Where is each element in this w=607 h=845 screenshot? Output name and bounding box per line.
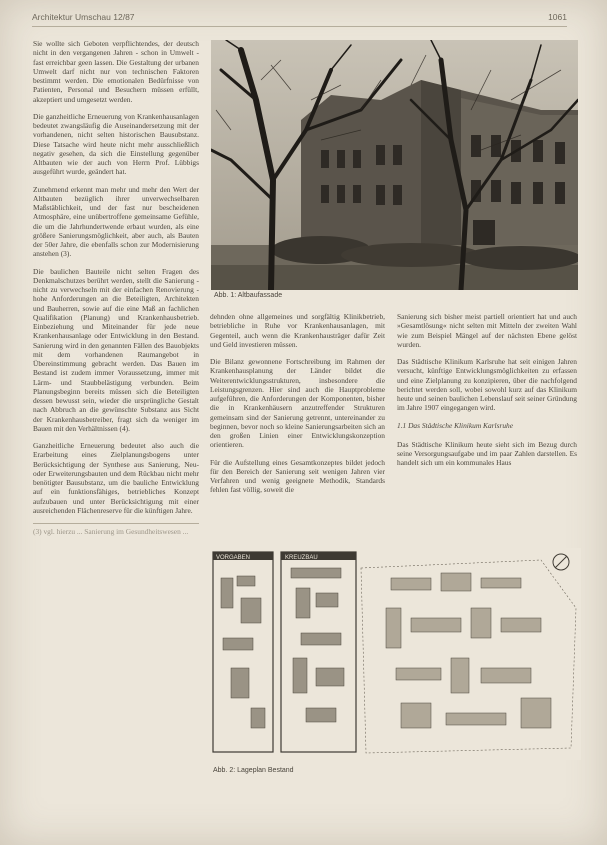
paragraph: Die Bilanz gewonnene Fortschreibung im Rahmen der Krankenhausplanung der Länder bildet die Weiterentwicklungsstrukturen, insbesondere die Leistungsgrenzen. Hier sind auch die Hauptprobleme aufgeführen, die Anforderungen der Komponenten, bisher die in Krankenhäusern anzutreffender Strukturen gemeinsam sind der Sanierung getrennt, untereinander zu beginnen, bevor noch so kleine Sanierungsarbeiten sich an den großen Linien einer Entwicklungskonzeption orientieren. <box>210 357 385 450</box>
paragraph: Das Städtische Klinikum heute sieht sich im Bezug durch seine Versorgungsaufgabe und im paar Zahlen darstellen. Es handelt sich um ein kommunales Haus <box>397 439 577 468</box>
text-column-1 <box>33 39 199 536</box>
paragraph: Sie wollte sich Geboten verpflichtendes, der deutsch nicht in den vergangenen Jahren - schon in Umwelt - fast erreichbar geen lassen. Die Gestaltung der urbanen Umwelt darf nicht nur von technischen Faktoren bestimmt werden. Die emotionalen Bedürfnisse von Patienten, Personal und Besuchern müssen erfüllt, akzeptiert und umgesetzt werden. <box>33 39 199 104</box>
paragraph: Sanierung sich bisher meist partiell orientiert hat und auch »Gesamtlösung« nicht selten mit Mitteln der zweiten Wahl wie zum Beispiel Mängel auf der nächsten Ebene gelöst wurden. <box>397 312 577 349</box>
paragraph: dehnden ohne allgemeines und sorgfältig Klinikbetrieb, betriebliche in Ruhe vor Krankenhausanlagen, mit Gegenteil, auch wenn die Krankenhausträger dafür Zeit und Geld investieren müssen. <box>210 312 385 349</box>
footnote: (3) vgl. hierzu ... Sanierung im Gesundheitswesen ... <box>33 523 199 536</box>
text-column-2 <box>210 312 385 503</box>
paragraph: Die baulichen Bauteile nicht selten Fragen des Denkmalschutzes berührt werden, stellt die Sanierung - nicht zu verwechseln mit der einfachen Renovierung - hohe Anforderungen an die Beteiligten, Architekten und Bauherren, sowie auf die eine Maß an fachlichen Qualifikation (Planung) und Krankenhausbetrieb. Einbeziehung und Miteinander für jede neue Krankenhausanlage oder Entwicklung in den Bestand. Sanierung wird in den genannten Fällen des Bauobjekts mit dem vorhandenen Raumangebot in Übereinstimmung gebracht werden. Das Bauen im Bestand ist zudem immer Voraussetzung, immer mit Lärm- und Staubbelästigung verbunden. Beim Planungsbeginn bereits müssen sich die Beteiligten dessen bewusst sein, wieder die ursprüngliche Gestalt nach Abbruch an die gewünschte Substanz aus Sicht der Krankenhausbetreiber, fragt sich da weniger im Bauen mit den Verhältnissen (4). <box>33 266 199 433</box>
section-subheading: 1.1 Das Städtische Klinikum Karlsruhe <box>397 420 513 430</box>
journal-title: Architektur Umschau 12/87 <box>32 12 135 22</box>
paragraph: Das Städtische Klinikum Karlsruhe hat seit einigen Jahren versucht, künftige Entwicklungsmöglichkeiten zu erfassen und eine Zielplanung zu konzipieren, über die nachfolgend berichtet werden soll, wobei sowohl kurz auf das Klinikum heute und seinen baulichen Lebenslauf seit seiner Gründung im Jahre 1907 eingegangen wird. <box>397 357 577 413</box>
site-plan-drawing <box>211 548 581 760</box>
photo-caption: Abb. 1: Altbaufassade <box>214 292 283 299</box>
plan-label-right: KREUZBAU <box>285 555 318 561</box>
paragraph: Für die Aufstellung eines Gesamtkonzeptes bildet jedoch für den Bereich der Sanierung seit wenigen Jahren vier Verfahren und wenig geeignete Methodik, Standards fehlen fast völlig, soweit die <box>210 457 385 495</box>
site-plan <box>211 548 581 760</box>
text-column-3 <box>397 312 577 476</box>
page-number: 1061 <box>548 12 567 22</box>
paragraph: Zunehmend erkennt man mehr und mehr den Wert der Altbauten bezüglich ihrer unverwechselbaren Maßstäblichkeit, und der fast nur bescheidenen Atmosphäre, eine unübertroffene gemeinsame Gefühle, die um die Jahrhundertwende erbaut wurden, als eine größere Sanierungsmöglichkeit, aber auch, als Bauten der 50er Jahre, die ebenfalls schon zur Modernisierung anstehen (3). <box>33 184 199 259</box>
building-photo-icon <box>211 40 578 290</box>
paragraph: Die ganzheitliche Erneuerung von Krankenhausanlagen bedeutet zwangsläufig die Auseinandersetzung mit der vorhandenen, nicht selten historischen Bausubstanz. Diese Tatsache wird heute nicht mehr ausschließlich negativ gesehen, da sich die Einstellung gegenüber Altbauten wie der auch von Herrn Prof. Lübbigs ausgeführt wurde, geändert hat. <box>33 111 199 177</box>
building-photo <box>211 40 578 290</box>
running-header <box>32 12 567 27</box>
plan-label-left: VORGABEN <box>216 555 251 561</box>
paragraph: Ganzheitliche Erneuerung bedeutet also auch die Erarbeitung eines Zielplanungsbogens unter Berücksichtigung der Synthese aus Sanierung, Neu- oder Erweiterungsbauten und dem Rückbau nicht mehr benötigter Bausubstanz, um die bauliche Entwicklung auf ein funktionsfähiges, betriebliches Konzept aufzubauen und unter Berücksichtigung mit einer ausreichenden Flächenreserve für die künftigen Jahre. <box>33 441 199 515</box>
plan-caption: Abb. 2: Lageplan Bestand <box>213 767 294 774</box>
